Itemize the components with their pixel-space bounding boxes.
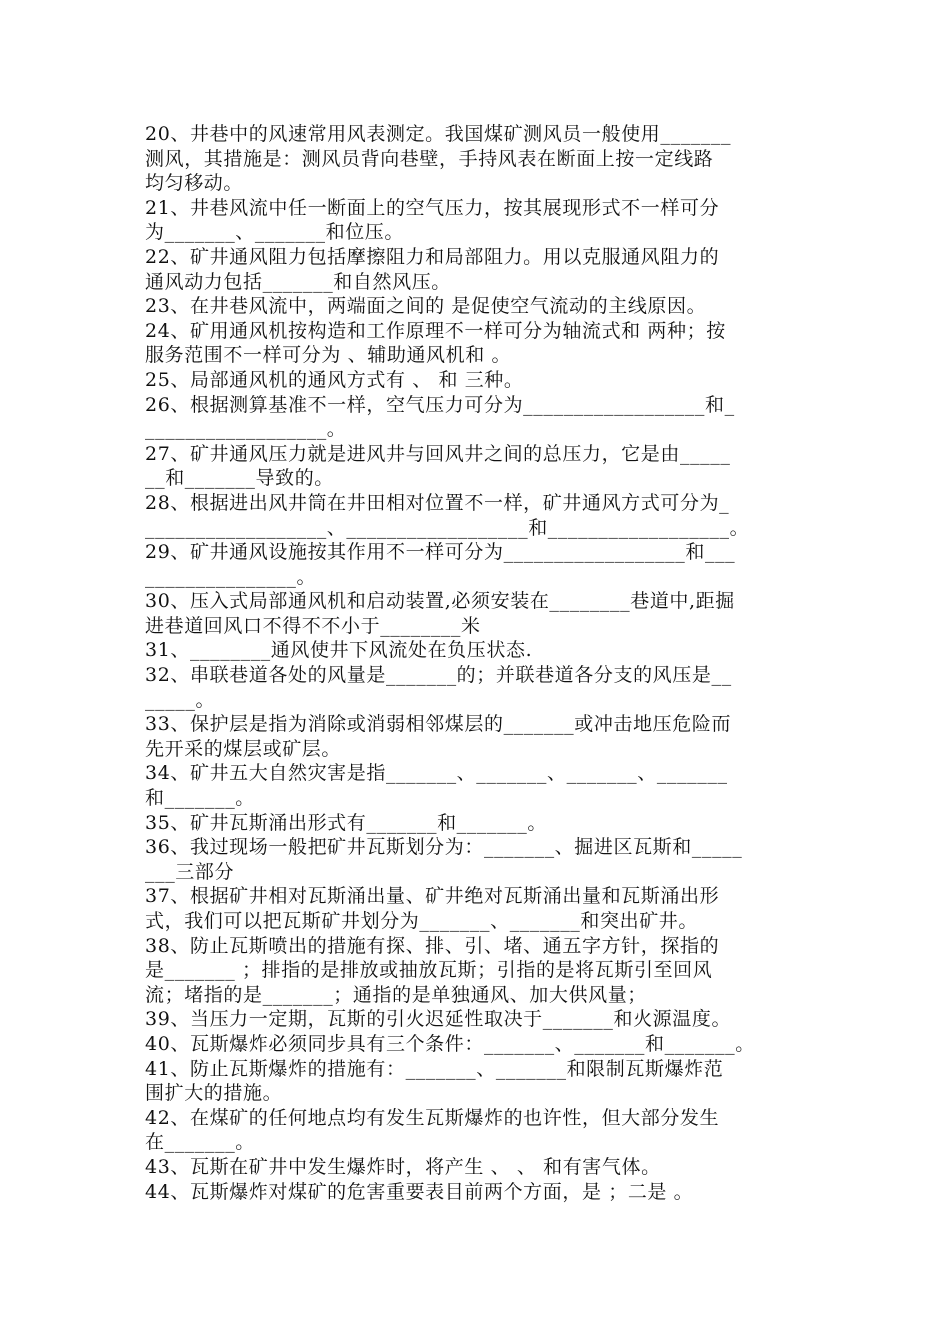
text-line: 在_______。 [145,1131,255,1154]
text-line: 是_______ ；排指的是排放或抽放瓦斯；引指的是将瓦斯引至回风 [145,959,713,982]
text-line: 30、压入式局部通风机和启动装置,必须安装在________巷道中,距掘 [145,590,735,613]
text-line: 41、防止瓦斯爆炸的措施有：_______、_______和限制瓦斯爆炸范 [145,1057,724,1080]
text-line: 38、防止瓦斯喷出的措施有探、排、引、堵、通五字方针，探指的 [145,934,720,957]
text-line: 和_______。 [145,787,255,810]
text-line: 42、在煤矿的任何地点均有发生瓦斯爆炸的也许性，但大部分发生 [145,1106,720,1129]
text-line: _______________。 [145,565,317,588]
text-line: 37、根据矿井相对瓦斯涌出量、矿井绝对瓦斯涌出量和瓦斯涌出形 [145,885,720,908]
text-line: 33、保护层是指为消除或消弱相邻煤层的_______或冲击地压危险而 [145,713,732,736]
text-line: 36、我过现场一般把矿井瓦斯划分为：_______、掘进区瓦斯和_____ [145,836,743,859]
text-line: 29、矿井通风设施按其作用不一样可分为__________________和___ [145,541,736,564]
text-line: 围扩大的措施。 [145,1082,283,1105]
text-line: 39、当压力一定期，瓦斯的引火迟延性取决于_______和火源温度。 [145,1008,732,1031]
text-line: 22、矿井通风阻力包括摩擦阻力和局部阻力。用以克服通风阻力的 [145,245,720,268]
text-line: 44、瓦斯爆炸对煤矿的危害重要表目前两个方面，是 ；二是 。 [145,1180,694,1203]
text-line: 25、局部通风机的通风方式有 、 和 三种。 [145,368,524,391]
text-line: 27、矿井通风压力就是进风井与回风井之间的总压力，它是由_____ [145,442,731,465]
text-line: 43、瓦斯在矿井中发生爆炸时，将产生 、 、 和有害气体。 [145,1155,661,1178]
text-line: 流；堵指的是_______；通指的是单独通风、加大供风量； [145,983,647,1006]
text-line: 23、在井巷风流中，两端面之间的 是促使空气流动的主线原因。 [145,295,707,318]
text-line: 31、________通风使井下风流处在负压状态. [145,639,533,662]
text-line: 35、矿井瓦斯涌出形式有_______和_______。 [145,811,547,834]
text-line: __和_______导致的。 [145,467,334,490]
text-line: 34、矿井五大自然灾害是指_______、_______、_______、_______ [145,762,728,785]
text-line: 24、矿用通风机按构造和工作原理不一样可分为轴流式和 两种；按 [145,319,726,342]
text-line: 服务范围不一样可分为 、辅助通风机和 。 [145,344,512,367]
text-line: 测风，其措施是：测风员背向巷壁，手持风表在断面上按一定线路 [145,147,714,170]
text-line: 32、串联巷道各处的风量是_______的；并联巷道各分支的风压是__ [145,664,732,687]
text-line: 为_______、_______和位压。 [145,221,405,244]
text-line: ___三部分 [145,860,235,883]
text-line: 20、井巷中的风速常用风表测定。我国煤矿测风员一般使用_______ [145,123,732,145]
text-line: _____。 [145,688,216,711]
text-line: 26、根据测算基准不一样，空气压力可分为__________________和_ [145,393,735,416]
text-line: 通风动力包括_______和自然风压。 [145,270,451,293]
text-line: 40、瓦斯爆炸必须同步具有三个条件：_______、_______和_______。 [145,1032,755,1055]
text-line: 均匀移动。 [145,172,244,195]
text-line: 先开采的煤层或矿层。 [145,737,342,760]
text-line: __________________。 [145,418,347,441]
text-line: __________________、__________________和__________________。 [145,516,750,539]
text-line: 式，我们可以把瓦斯矿井划分为_______、_______和突出矿井。 [145,910,699,932]
text-line: 21、井巷风流中任一断面上的空气压力，按其展现形式不一样可分 [145,196,720,219]
text-line: 进巷道回风口不得不不小于________米 [145,614,481,637]
text-line: 28、根据进出风井筒在井田相对位置不一样，矿井通风方式可分为_ [145,491,730,514]
document-body [145,122,810,1204]
